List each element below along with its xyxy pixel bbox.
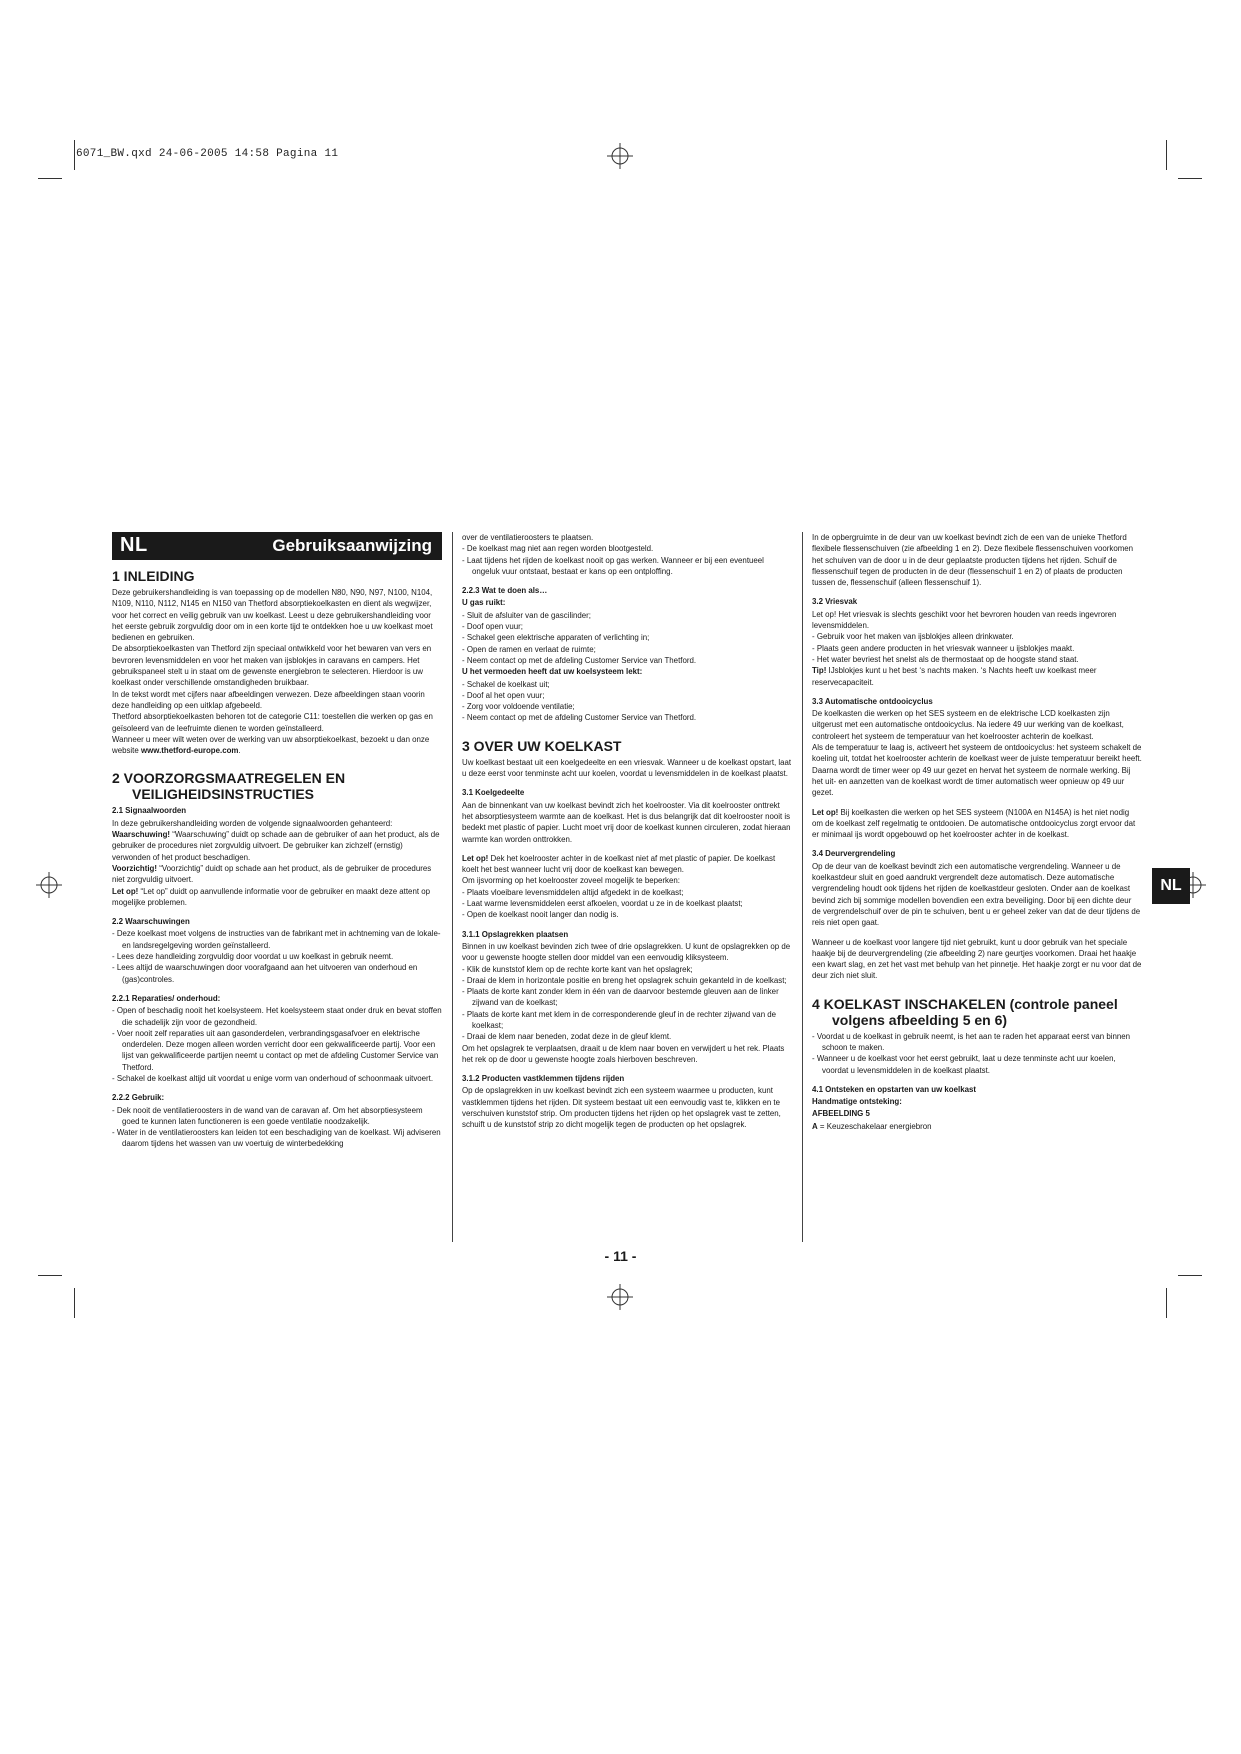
subsection-title: 2.2.2 Gebruik: — [112, 1093, 165, 1103]
signal-word: Waarschuwing! — [112, 830, 171, 840]
registration-mark-bottom — [607, 1284, 633, 1310]
paragraph: Let op! Het vriesvak is slechts geschikt voor het bevroren houden van reeds ingevroren levensmiddelen. — [812, 609, 1117, 631]
list-item: - Laat warme levensmiddelen eerst afkoelen, voordat u ze in de koelkast plaatst; — [462, 899, 743, 909]
paragraph-text: “Let op” duidt op aanvullende informatie voor de gebruiker en maakt deze attent op mogelijke problemen. — [112, 886, 430, 907]
paragraph: De koelkasten die werken op het SES systeem en de elektrische LCD koelkasten zijn uitgerust met een automatische ontdooicyclus. Na iedere 49 uur werking van de koelkast, controleert het systeem de temperatuur van het koelrooster achterin de koelkast. — [812, 709, 1124, 741]
subsection-title: 2.1 Signaalwoorden — [112, 806, 187, 816]
list-item: - Zorg voor voldoende ventilatie; — [462, 702, 575, 712]
paragraph-text: Wanneer u meer wilt weten over de werking van uw absorptiekoelkast, bezoekt u dan onze website — [112, 734, 430, 756]
list-item: - Open de koelkast nooit langer dan nodig is. — [462, 910, 619, 920]
list-item: - Gebruik voor het maken van ijsblokjes alleen drinkwater. — [812, 632, 1014, 642]
paragraph — [812, 807, 1142, 841]
registration-mark-top — [607, 143, 633, 169]
registration-mark-left — [36, 872, 62, 898]
column-2 — [462, 532, 792, 1131]
spacer — [812, 929, 1142, 937]
list-item: - Plaats de korte kant met klem in de corresponderende gleuf in de rechter zijwand van de koelkast; — [462, 1009, 777, 1030]
paragraph — [812, 1121, 1142, 1132]
list-item: - Het water bevriest het snelst als de thermostaat op de hoogste stand staat. — [812, 654, 1079, 664]
paragraph: Op de opslagrekken in uw koelkast bevindt zich een systeem waarmee u producten, kunt vastklemmen tijdens het rijden. Dit systeem bestaat uit een eenvoudig vast te, klikken en te verschuiven kunststof strip. Om producten tijdens het rijden op het opslagrek vast te zetten, schuift u de kunststof strip zo dicht mogelijk tegen de producten op het opslagrek. — [462, 1086, 781, 1130]
list-item: - Water in de ventilatieroosters kan leiden tot een beschadiging van de koelkast. Wij adviseren daarom tijdens het wassen van uw voertuig de winterbedekking — [112, 1128, 441, 1149]
paragraph: Deze gebruikershandleiding is van toepassing op de modellen N80, N90, N97, N100, N104, N109, N110, N112, N145 en N150 van Thetford absorptiekoelkasten en dient als wegwijzer, voor het correct en veilig gebruik van uw koelkast. Leest u deze gebruikershandleiding voor het eerste gebruik zorgvuldig door om in een korte tijd te ontdekken hoe u uw koelkast moet bedienen en gebruiken. — [112, 588, 433, 643]
paragraph: Als de temperatuur te laag is, activeert het systeem de ontdooicyclus: het systeem schakelt de koeling uit, totdat het koelrooster achterin de koelkast weer de juiste temperatuur bereikt heeft. Daarna wordt de timer weer op 49 uur gezet en hervat het systeem de normale werking. Bij het uit- en aanzetten van de koelkast wordt de timer automatisch weer opnieuw op 49 uur gezet. — [812, 743, 1142, 798]
signal-word: Let op! — [462, 853, 489, 863]
subsection-title: 3.1 Koelgedeelte — [462, 788, 525, 798]
list-item: - Neem contact op met de afdeling Customer Service van Thetford. — [462, 713, 697, 723]
section-1-title: 1 INLEIDING — [112, 568, 195, 584]
section-3-title: 3 OVER UW KOELKAST — [462, 737, 622, 754]
paragraph — [112, 863, 442, 886]
subsection-title: 2.2 Waarschuwingen — [112, 917, 190, 927]
paragraph: Uw koelkast bestaat uit een koelgedeelte en een vriesvak. Wanneer u de koelkast opstart, laat u deze eerst voor tenminste acht uur koelen, voordat u levensmiddelen in de koelkast plaatst. — [462, 757, 792, 779]
section-4-title-line2: volgens afbeelding 5 en 6) — [832, 1011, 1008, 1028]
paragraph: Wanneer u de koelkast voor langere tijd niet gebruikt, kunt u door gebruik van het speciale haakje bij de deurvergrendeling (zie afbeelding 2) nare geurtjes voorkomen. Draai het haakje een kwart slag, en zet het vast met behulp van het pinnetje. Het haakje zorgt er nu voor dat de deur zich niet sluit. — [812, 937, 1142, 981]
column-1 — [112, 532, 442, 1150]
paragraph-text: “Voorzichtig” duidt op schade aan het product, als de gebruiker de procedures niet zorgvuldig uitvoert. — [112, 863, 432, 885]
figure-reference: AFBEELDING 5 — [812, 1109, 870, 1119]
list-item: - Klik de kunststof klem op de rechte korte kant van het opslagrek; — [462, 964, 693, 974]
list-item: - Doof open vuur; — [462, 622, 523, 632]
page-number: - 11 - — [604, 1248, 637, 1264]
list-item: - Draai de klem naar beneden, zodat deze in de gleuf klemt. — [462, 1032, 672, 1042]
spacer — [812, 799, 1142, 807]
crop-mark-br-h — [1178, 1275, 1202, 1276]
paragraph-text: IJsblokjes kunt u het best ‘s nachts maken. ‘s Nachts heeft uw koelkast meer reservecapaciteit. — [812, 666, 1097, 687]
subsection-title: 2.2.1 Reparaties/ onderhoud: — [112, 993, 221, 1003]
paragraph-text: . — [238, 746, 241, 756]
subsection-subtitle: Handmatige ontsteking: — [812, 1097, 902, 1107]
column-divider-1 — [452, 532, 453, 1242]
header-language: NL — [120, 534, 148, 557]
subsection-subtitle: U het vermoeden heeft dat uw koelsysteem lekt: — [462, 667, 643, 677]
list-item: - Schakel geen elektrische apparaten of verlichting in; — [462, 633, 650, 643]
file-slug: 6071_BW.qxd 24-06-2005 14:58 Pagina 11 — [76, 148, 339, 160]
crop-mark-tl-h — [38, 178, 62, 179]
paragraph-text: Dek het koelrooster achter in de koelkast niet af met plastic of papier. De koelkast koelt het best wanneer lucht vrij door de koelkast kan bewegen. — [462, 853, 776, 875]
manual-header-bar — [112, 532, 442, 560]
list-item: over de ventilatieroosters te plaatsen. — [462, 533, 594, 542]
list-item: - Voordat u de koelkast in gebruik neemt, is het aan te raden het apparaat eerst van binnen schoon te maken. — [812, 1031, 1131, 1052]
crop-mark-tr-h — [1178, 178, 1202, 179]
paragraph — [112, 829, 442, 863]
subsection-title: 2.2.3 Wat te doen als… — [462, 586, 548, 596]
subsection-title: 3.1.2 Producten vastklemmen tijdens rijden — [462, 1074, 625, 1084]
crop-mark-br-v — [1166, 1288, 1167, 1318]
paragraph — [812, 665, 1142, 688]
signal-word: Let op! — [812, 807, 839, 817]
list-item: - Dek nooit de ventilatieroosters in de wand van de caravan af. Om het absorptiesysteem goed te kunnen laten functioneren is een goede ventilatie noodzakelijk. — [112, 1105, 423, 1126]
subsection-subtitle: U gas ruikt: — [462, 598, 506, 608]
section-2-title — [112, 770, 442, 802]
paragraph: Binnen in uw koelkast bevinden zich twee of drie opslagrekken. U kunt de opslagrekken op de voor u gewenste hoogte stellen door middel van een eenvoudig kliksysteem. — [462, 941, 791, 963]
paragraph: Om het opslagrek te verplaatsen, draait u de klem naar boven en verwijdert u het rek. Plaats het rek op de door u gewenste hoogte zoals hierboven beschreven. — [462, 1043, 785, 1064]
paragraph: In deze gebruikershandleiding worden de volgende signaalwoorden gehanteerd: — [112, 818, 393, 828]
list-item: - Lees deze handleiding zorgvuldig door voordat u uw koelkast in gebruik neemt. — [112, 952, 394, 962]
subsection-title: 4.1 Ontsteken en opstarten van uw koelkast — [812, 1084, 977, 1094]
section-4-title-line1: 4 KOELKAST INSCHAKELEN (controle paneel — [812, 995, 1118, 1012]
subsection-title: 3.4 Deurvergrendeling — [812, 849, 896, 859]
column-3 — [812, 532, 1142, 1132]
subsection-title: 3.3 Automatische ontdooicyclus — [812, 696, 933, 706]
crop-mark-tr-v — [1166, 140, 1167, 170]
list-item: - Voer nooit zelf reparaties uit aan gasonderdelen, verbrandingsgasafvoer en elektrische onderdelen. Deze mogen alleen worden verricht door een gekwalificeerde partij. Voor een lijst van gekwalificeerde partijen neemt u contact op met de afdeling Customer Service van Thetford. — [112, 1028, 439, 1072]
list-item: - Sluit de afsluiter van de gascilinder; — [462, 610, 591, 620]
paragraph-text: “Waarschuwing” duidt op schade aan de gebruiker of aan het product, als de gebruiker de procedures niet zorgvuldig uitvoert. De gebruiker kan zichzelf (ernstig) verwonden of het product beschadigen. — [112, 830, 440, 862]
signal-word: Let op! — [112, 886, 139, 896]
paragraph-text: Bij koelkasten die werken op het SES systeem (N100A en N145A) is het niet nodig om de koelkast zelf regelmatig te ontdooien. De automatische ontdooicyclus zorgt ervoor dat er minimaal ijs wordt opgebouwd op het koelrooster achter in de koelkast. — [812, 807, 1136, 840]
legend-key: A — [812, 1121, 818, 1131]
signal-word: Tip! — [812, 666, 827, 676]
list-item: - Plaats de korte kant zonder klem in één van de daarvoor bestemde gleuven aan de linker zijwand van de koelkast; — [462, 987, 779, 1008]
paragraph: Thetford absorptiekoelkasten behoren tot de categorie C11: toestellen die werken op gas en geïsoleerd van de leefruimte dienen te worden geïnstalleerd. — [112, 712, 433, 733]
list-item: - Doof al het open vuur; — [462, 690, 545, 700]
list-item: - Neem contact op met de afdeling Customer Service van Thetford. — [462, 655, 697, 665]
list-item: - Wanneer u de koelkast voor het eerst gebruikt, laat u deze tenminste acht uur koelen, voordat u levensmiddelen in de koelkast plaatst. — [812, 1054, 1116, 1075]
paragraph — [112, 886, 442, 909]
list-item: - Plaats vloeibare levensmiddelen altijd afgedekt in de koelkast; — [462, 887, 684, 897]
crop-mark-tl-v — [74, 140, 75, 170]
list-item: - De koelkast mag niet aan regen worden blootgesteld. — [462, 544, 654, 554]
list-item: - Open of beschadig nooit het koelsysteem. Het koelsysteem staat onder druk en bevat stoffen die schadelijk zijn voor de gezondheid. — [112, 1006, 442, 1027]
list-item: - Lees altijd de waarschuwingen door voorafgaand aan het uitvoeren van onderhoud en (gas)controles. — [112, 963, 418, 984]
list-item: - Plaats geen andere producten in het vriesvak wanneer u ijsblokjes maakt. — [812, 643, 1075, 653]
list-item: - Laat tijdens het rijden de koelkast nooit op gas werken. Wanneer er bij een eventueel ongeluk vuur ontstaat, bestaat er kans op een ontploffing. — [462, 555, 764, 576]
list-item: - Schakel de koelkast uit; — [462, 679, 550, 689]
paragraph: Om ijsvorming op het koelrooster zoveel mogelijk te beperken: — [462, 876, 680, 886]
subsection-title: 3.2 Vriesvak — [812, 597, 858, 607]
language-side-tab: NL — [1152, 868, 1190, 904]
signal-word: Voorzichtig! — [112, 863, 158, 873]
list-item: - Open de ramen en verlaat de ruimte; — [462, 644, 596, 654]
website-link[interactable]: www.thetford-europe.com — [140, 746, 239, 756]
paragraph — [462, 853, 792, 876]
paragraph: Aan de binnenkant van uw koelkast bevindt zich het koelrooster. Via dit koelrooster onttrekt het absorptiesysteem warmte aan de koelkast. Het is dus belangrijk dat dit koelrooster nooit is bedekt met plastic of papier. Lucht moet vrij door de koelkast kunnen circuleren, zodat hieraan warmte kan worden onttrokken. — [462, 800, 791, 844]
list-item: - Deze koelkast moet volgens de instructies van de fabrikant met in achtneming van de lokale- en landsregelgeving worden geïnstalleerd. — [112, 929, 441, 950]
list-item: - Schakel de koelkast altijd uit voordat u enige vorm van onderhoud of schoonmaak uitvoert. — [112, 1073, 434, 1083]
section-4-title — [812, 996, 1142, 1028]
paragraph: In de opbergruimte in de deur van uw koelkast bevindt zich de een van de unieke Thetford flexibele flessenschuiven (zie afbeelding 1 en 2). Deze flexibele flessenschuiven voorkomen het schuiven van de door u in de deur geplaatste producten tijdens het rijden. Schuif de flessenschuif tegen de producten in de deur (flessenschuif 1 en 2) of plaats de producten tussen de, flessenschuif (alleen flessenschuif 1). — [812, 533, 1134, 588]
crop-mark-bl-h — [38, 1275, 62, 1276]
crop-mark-bl-v — [74, 1288, 75, 1318]
paragraph: Op de deur van de koelkast bevindt zich een automatische vergrendeling. Wanneer u de koelkastdeur sluit en goed aandrukt vergrendelt deze automatisch. Deze automatische vergrendeling houdt ook tijdens het rijden de koelkastdeur gesloten. Onder aan de koelkast bevind zich bij sommige modellen bovendien een extra beveiliging. Door bij een dichte deur de vergrendelschuif over de pin te schuiven, bent u er geheel zeker van dat de deur tijdens de reis niet open gaat. — [812, 861, 1141, 928]
paragraph: In de tekst wordt met cijfers naar afbeeldingen verwezen. Deze afbeeldingen staan voorin deze handleiding op een uitklap afgebeeld. — [112, 689, 425, 710]
header-title: Gebruiksaanwijzing — [272, 536, 432, 556]
section-2-title-line2: VEILIGHEIDSINSTRUCTIES — [132, 786, 315, 803]
spacer — [462, 845, 792, 853]
list-item: - Draai de klem in horizontale positie en breng het opslagrek schuin gekanteld in de koelkast; — [462, 975, 787, 985]
subsection-title: 3.1.1 Opslagrekken plaatsen — [462, 929, 569, 939]
paragraph-text: = Keuzeschakelaar energiebron — [817, 1121, 932, 1131]
paragraph: De absorptiekoelkasten van Thetford zijn speciaal ontwikkeld voor het bewaren van vers en bevroren levensmiddelen en voor het maken van ijsblokjes in caravans en campers. Het gebruikspaneel stelt u in staat om de gewenste energiebron te selecteren. Hierdoor is uw koelkast onder verschillende omstandigheden bruikbaar. — [112, 644, 432, 688]
paragraph — [112, 734, 442, 757]
section-2-title-line1: 2 VOORZORGSMAATREGELEN EN — [112, 770, 346, 787]
column-divider-2 — [802, 532, 803, 1242]
